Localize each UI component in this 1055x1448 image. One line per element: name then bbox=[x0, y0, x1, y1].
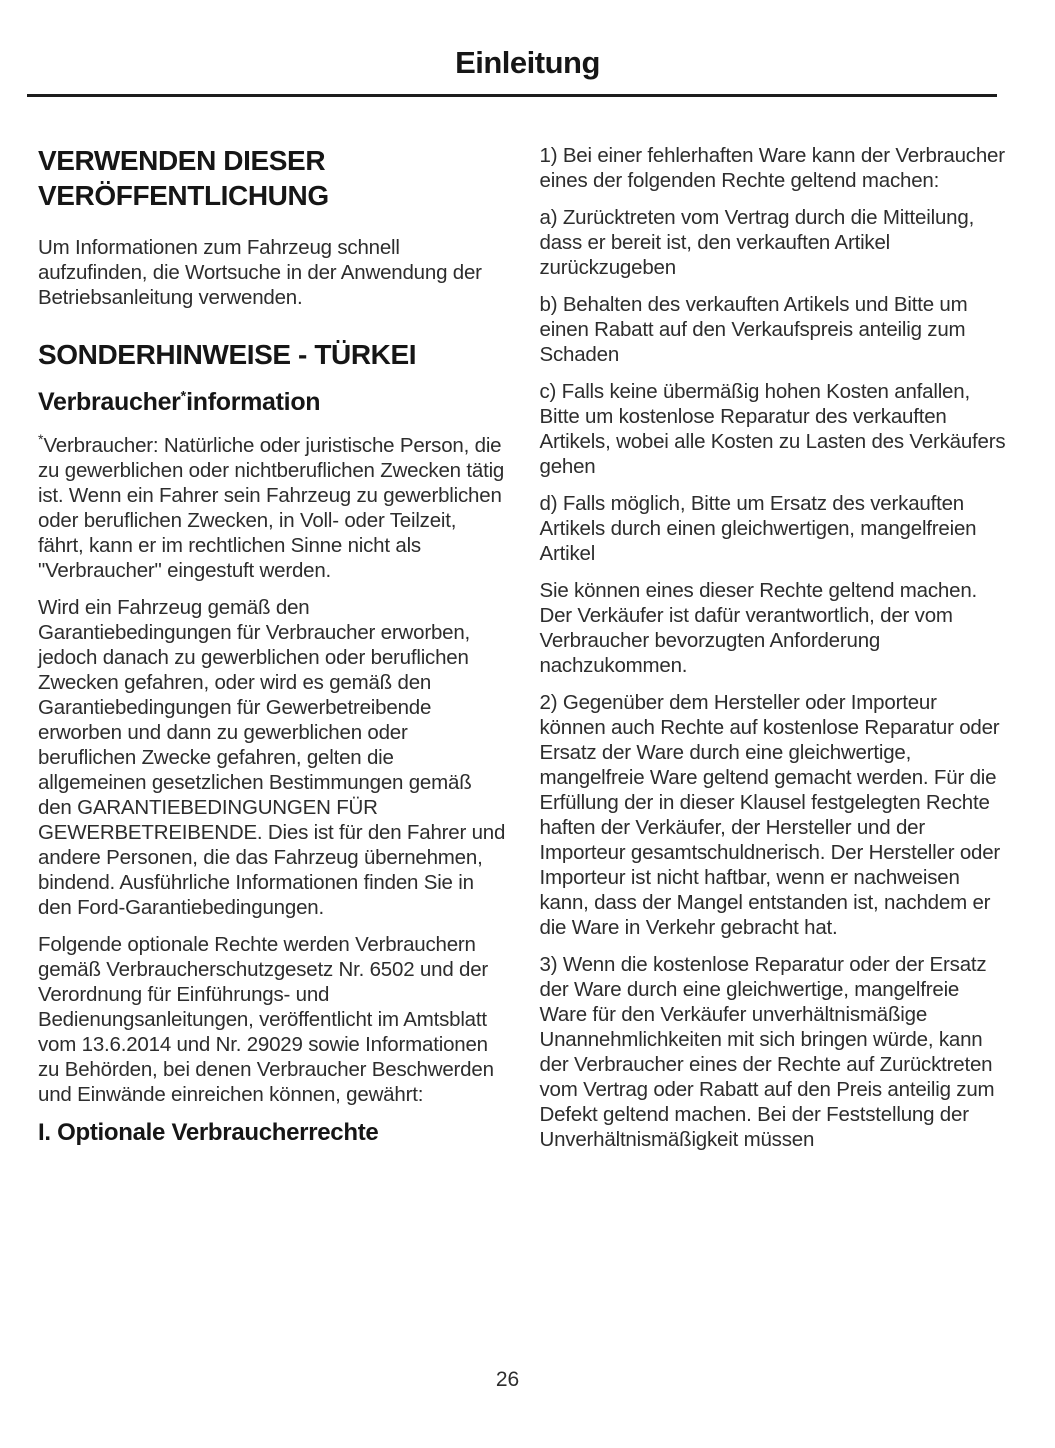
left-column bbox=[38, 143, 506, 1164]
paragraph-item-2: 2) Gegenüber dem Hersteller oder Importeur können auch Rechte auf kostenlose Reparatur oder Ersatz der Ware durch eine gleichwertige, mangelfreie Ware geltend gemacht werden. Für die Erfüllung der in dieser Klausel festgelegten Rechte haften der Verkäufer, der Hersteller und der Importeur gesamtschuldnerisch. Der Hersteller oder Importeur ist nicht haftbar, wenn er nachweisen kann, dass der Mangel entstanden ist, nachdem er die Ware in Verkehr gebracht hat. bbox=[539, 691, 1001, 939]
paragraph-item-d: d) Falls möglich, Bitte um Ersatz des verkauften Artikels durch einen gleichwertigen, mangelfreien Artikel bbox=[539, 492, 977, 565]
subheading-base-text: Verbraucher bbox=[38, 388, 181, 416]
paragraph-item-1: 1) Bei einer fehlerhaften Ware kann der Verbraucher eines der folgenden Rechte geltend machen: bbox=[539, 144, 1005, 192]
paragraph-item-3: 3) Wenn die kostenlose Reparatur oder der Ersatz der Ware durch eine gleichwertige, mangelfreie Ware für den Verkäufer unverhältnismäßige Unannehmlichkeiten mit sich bringen würde, kann der Verbraucher eines der Rechte auf Zurücktreten vom Vertrag oder Rabatt auf den Preis anteilig zum Defekt geltend machen. Bei der Feststellung der Unverhältnismäßigkeit müssen bbox=[539, 953, 995, 1151]
paragraph-garantiebedingungen: Wird ein Fahrzeug gemäß den Garantiebedingungen für Verbraucher erworben, jedoch danach zu gewerblichen oder beruflichen Zwecken gefahren, oder wird es gemäß den Garantiebedingungen für Gewerbetreibende erworben und dann zu gewerblichen oder beruflichen Zwecke gefahren, gelten die allgemeinen gesetzlichen Bestimmungen gemäß den GARANTIEBEDINGUNGEN FÜR GEWERBETREIBENDE. Dies ist für den Fahrer und andere Personen, die das Fahrzeug übernehmen, bindend. Ausführliche Informationen finden Sie in den Ford-Garantiebedingungen. bbox=[38, 596, 506, 919]
right-column bbox=[540, 143, 1008, 1164]
paragraph-footnote-verbraucher bbox=[38, 433, 506, 583]
paragraph-item-c: c) Falls keine übermäßig hohen Kosten anfallen, Bitte um kostenlose Reparatur des verkauften Artikels, wobei alle Kosten zu Lasten des Verkäufers gehen bbox=[539, 380, 1006, 478]
page-header bbox=[0, 0, 1055, 97]
paragraph-folgende-rechte: Folgende optionale Rechte werden Verbrauchern gemäß Verbraucherschutzgesetz Nr. 6502 und der Verordnung für Einführungs- und Bedienungsanleitungen, veröffentlicht im Amtsblatt vom 13.6.2014 und Nr. 29029 sowie Informationen zu Behörden, bei denen Verbraucher Beschwerden und Einwände einreichen können, gewährt: bbox=[38, 933, 494, 1106]
heading-verwenden-dieser-veroeffentlichung: VERWENDEN DIESER VERÖFFENTLICHUNG bbox=[38, 145, 329, 211]
footnote-body-text: Verbraucher: Natürliche oder juristische Person, die zu gewerblichen oder nichtberuflichen Zwecken tätig ist. Wenn ein Fahrer sein Fahrzeug zu gewerblichen oder beruflichen Zwecken, in Voll- oder Teilzeit, fährt, kann er im rechtlichen Sinne nicht als "Verbraucher" eingestuft werden. bbox=[38, 434, 505, 582]
subheading-rest-text: information bbox=[186, 388, 321, 416]
paragraph-item-b: b) Behalten des verkauften Artikels und Bitte um einen Rabatt auf den Verkaufspreis anteilig zum Schaden bbox=[539, 293, 968, 366]
paragraph-item-a: a) Zurücktreten vom Vertrag durch die Mitteilung, dass er bereit ist, den verkauften Artikel zurückzugeben bbox=[539, 206, 975, 279]
paragraph-sie-koennen: Sie können eines dieser Rechte geltend machen. Der Verkäufer ist dafür verantwortlich, der vom Verbraucher bevorzugten Anforderung nachzukommen. bbox=[539, 579, 978, 677]
subheading-optionale-verbraucherrechte: I. Optionale Verbraucherrechte bbox=[38, 1119, 379, 1146]
page-number: 26 bbox=[495, 1368, 520, 1391]
page-title: Einleitung bbox=[455, 45, 600, 80]
heading-sonderhinweise-tuerkei: SONDERHINWEISE - TÜRKEI bbox=[38, 339, 417, 370]
subheading-verbraucherinformation bbox=[38, 387, 506, 417]
paragraph-wortsuche: Um Informationen zum Fahrzeug schnell aufzufinden, die Wortsuche in der Anwendung der Betriebsanleitung verwenden. bbox=[38, 236, 482, 309]
page-footer bbox=[0, 1368, 1015, 1392]
asterisk-marker: * bbox=[180, 387, 187, 404]
asterisk-footnote-marker: * bbox=[38, 431, 44, 448]
two-column-body bbox=[0, 97, 1055, 1164]
